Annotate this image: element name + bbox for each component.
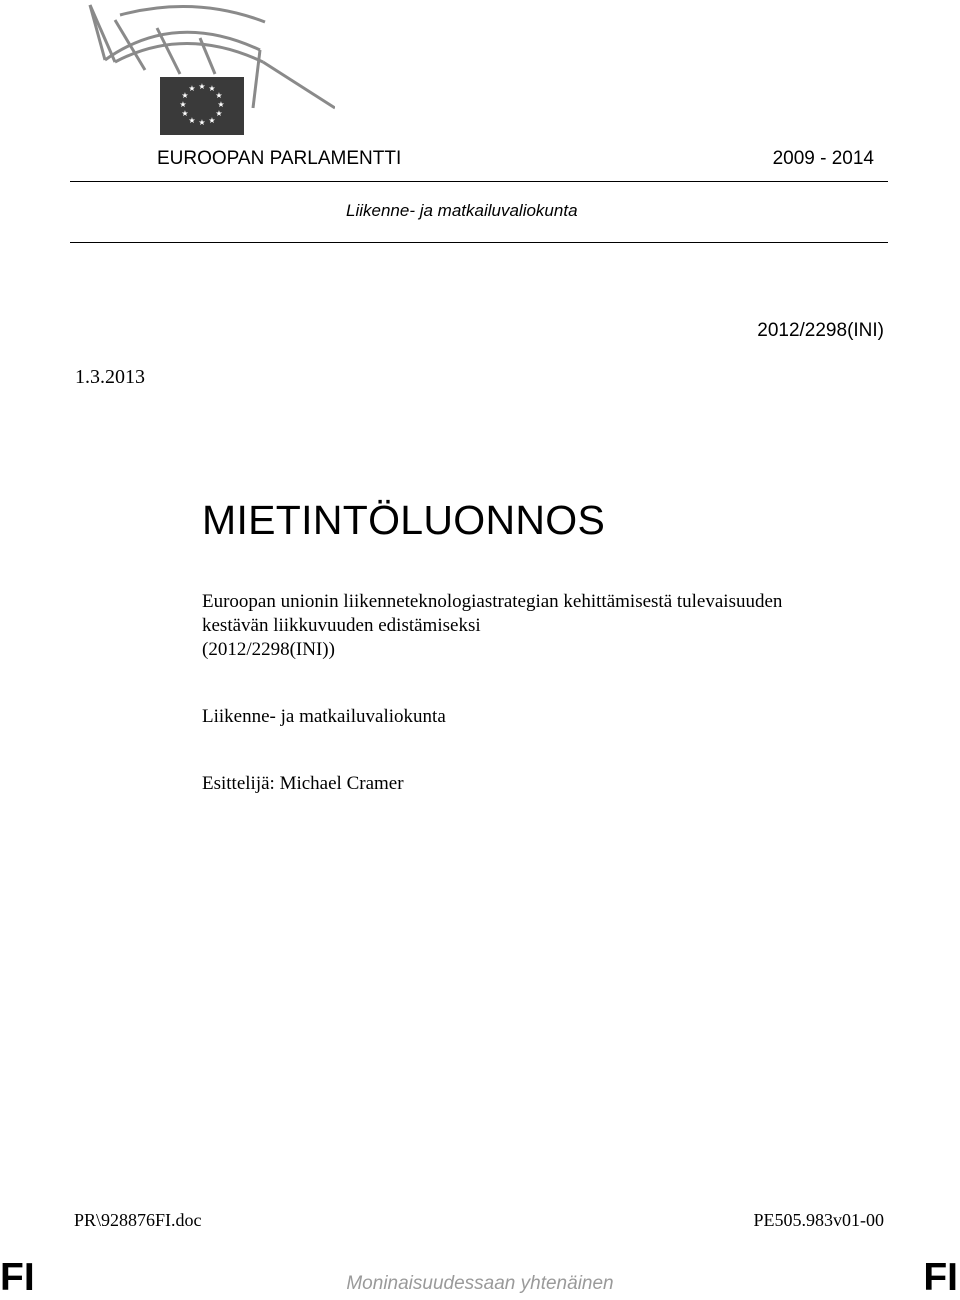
svg-text:★: ★ [215, 91, 223, 100]
document-date: 1.3.2013 [75, 366, 145, 388]
header-divider-top [70, 181, 888, 182]
pe-reference: PE505.983v01-00 [753, 1210, 884, 1230]
parliamentary-term: 2009 - 2014 [772, 148, 874, 169]
procedure-number: 2012/2298(INI) [757, 320, 884, 341]
svg-text:★: ★ [198, 82, 206, 91]
rapporteur: Esittelijä: Michael Cramer [202, 773, 404, 794]
svg-text:★: ★ [181, 91, 189, 100]
document-subject [202, 590, 902, 662]
language-code-left: FI [0, 1256, 35, 1299]
header-divider-bottom [70, 242, 888, 243]
svg-text:★: ★ [181, 109, 189, 118]
subject-line-2: kestävän liikkuvuuden edistämiseksi [202, 615, 481, 636]
subject-line-1: Euroopan unionin liikenneteknologiastrategian kehittämisestä tulevaisuuden [202, 591, 783, 612]
file-reference: PR\928876FI.doc [74, 1210, 202, 1230]
svg-text:★: ★ [198, 118, 206, 127]
svg-text:★: ★ [215, 109, 223, 118]
document-title: MIETINTÖLUONNOS [202, 497, 606, 543]
svg-text:★: ★ [208, 116, 216, 125]
subject-line-3: (2012/2298(INI)) [202, 639, 335, 660]
svg-text:★: ★ [188, 84, 196, 93]
svg-text:★: ★ [188, 116, 196, 125]
svg-text:★: ★ [217, 100, 225, 109]
svg-text:★: ★ [179, 100, 187, 109]
institution-name: EUROOPAN PARLAMENTTI [157, 148, 402, 169]
eu-motto: Moninaisuudessaan yhtenäinen [346, 1273, 614, 1294]
svg-text:★: ★ [208, 84, 216, 93]
language-code-right: FI [923, 1256, 958, 1299]
european-parliament-logo-icon [85, 0, 335, 138]
header-committee: Liikenne- ja matkailuvaliokunta [346, 201, 578, 220]
committee-name: Liikenne- ja matkailuvaliokunta [202, 706, 446, 727]
